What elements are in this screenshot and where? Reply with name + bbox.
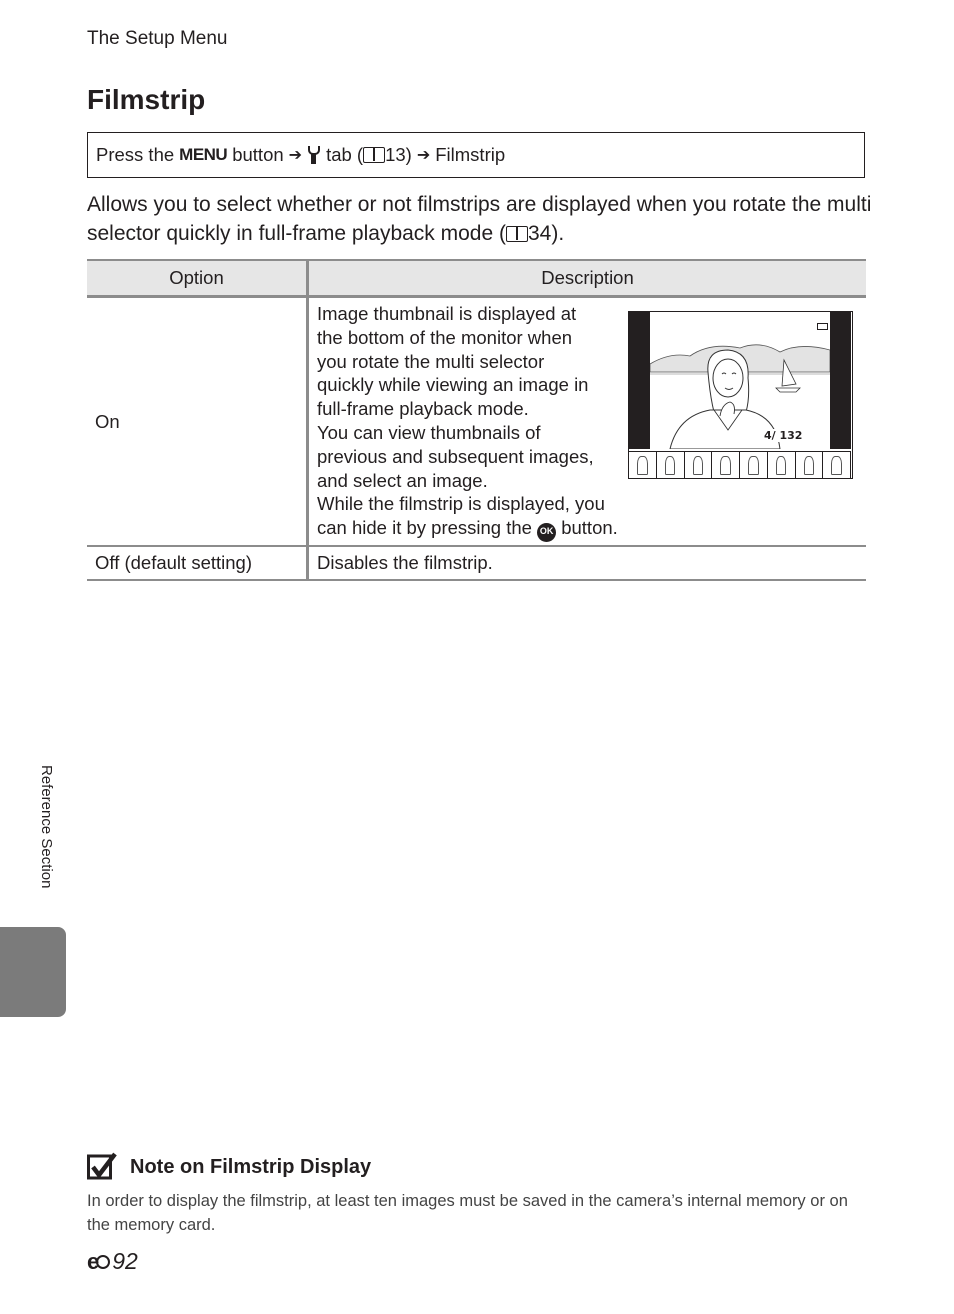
intro-text: Allows you to select whether or not filmstrips are displayed when you rotate the multi selector quickly in full-frame playback mode ( [87, 193, 872, 245]
filmstrip-thumbnail [768, 452, 796, 479]
description-line: Image thumbnail is displayed at [317, 303, 577, 324]
monitor-filmstrip-illustration [628, 311, 853, 479]
description-line: full-frame playback mode. [317, 398, 529, 420]
running-header: The Setup Menu [87, 28, 228, 49]
menu-path-destination: Filmstrip [435, 144, 506, 165]
filmstrip-thumbnail [712, 452, 740, 479]
book-reference-icon [363, 147, 385, 163]
page-number-value: 92 [112, 1248, 138, 1274]
filmstrip-thumbnail [823, 452, 851, 479]
intro-paragraph [87, 190, 872, 248]
monitor-right-bar [830, 312, 851, 449]
menu-path-button: button [232, 144, 284, 165]
description-line: you rotate the multi selector [317, 350, 545, 372]
side-section-label: Reference Section [38, 765, 55, 889]
description-text: button. [561, 517, 618, 539]
checkmark-note-icon [87, 1152, 117, 1182]
description-off: Disables the filmstrip. [317, 552, 493, 574]
filmstrip [629, 451, 851, 479]
menu-path-box [87, 132, 865, 178]
arrow-right-icon: ➔ [416, 147, 431, 164]
filmstrip-thumbnail [629, 452, 657, 479]
book-reference-icon [506, 226, 528, 242]
page-number [87, 1248, 138, 1275]
reference-e-icon: e [87, 1249, 110, 1275]
description-line: and select an image. [317, 469, 488, 491]
table-header-row [87, 259, 866, 298]
note-heading [87, 1152, 371, 1182]
option-off: Off (default setting) [87, 547, 309, 579]
menu-path-tab [326, 144, 412, 166]
menu-path-tab-word: tab ( [326, 144, 364, 165]
description-line [317, 516, 858, 541]
filmstrip-thumbnail [657, 452, 685, 479]
intro-ref: 34). [528, 222, 565, 245]
filmstrip-thumbnail [685, 452, 713, 479]
header-option: Option [87, 261, 309, 295]
header-description: Description [541, 267, 634, 288]
table-row [87, 547, 866, 581]
menu-path-press: Press the [96, 144, 175, 165]
monitor-left-bar [629, 312, 650, 449]
ok-button-icon: OK [537, 523, 556, 542]
note-body: In order to display the filmstrip, at least ten images must be saved in the camera’s internal memory or on the memory card. [87, 1192, 848, 1234]
filmstrip-thumbnail [796, 452, 824, 479]
arrow-right-icon: ➔ [288, 147, 303, 164]
side-section-tab [0, 927, 66, 1017]
wrench-icon [307, 146, 321, 164]
menu-path-tab-ref: 13) [385, 144, 412, 165]
description-line: You can view thumbnails of [317, 421, 541, 443]
image-counter: 4/ 132 [764, 429, 803, 442]
filmstrip-thumbnail [740, 452, 768, 479]
page-title: Filmstrip [87, 84, 206, 115]
description-text: can hide it by pressing the [317, 517, 532, 539]
description-line: While the filmstrip is displayed, you [317, 493, 605, 515]
battery-icon [817, 323, 828, 330]
description-line: previous and subsequent images, [317, 445, 594, 467]
description-line: quickly while viewing an image in [317, 374, 589, 396]
description-line: the bottom of the monitor when [317, 326, 573, 348]
menu-button-glyph: MENU [179, 145, 228, 164]
note-title: Note on Filmstrip Display [130, 1155, 372, 1178]
option-on: On [87, 298, 309, 545]
